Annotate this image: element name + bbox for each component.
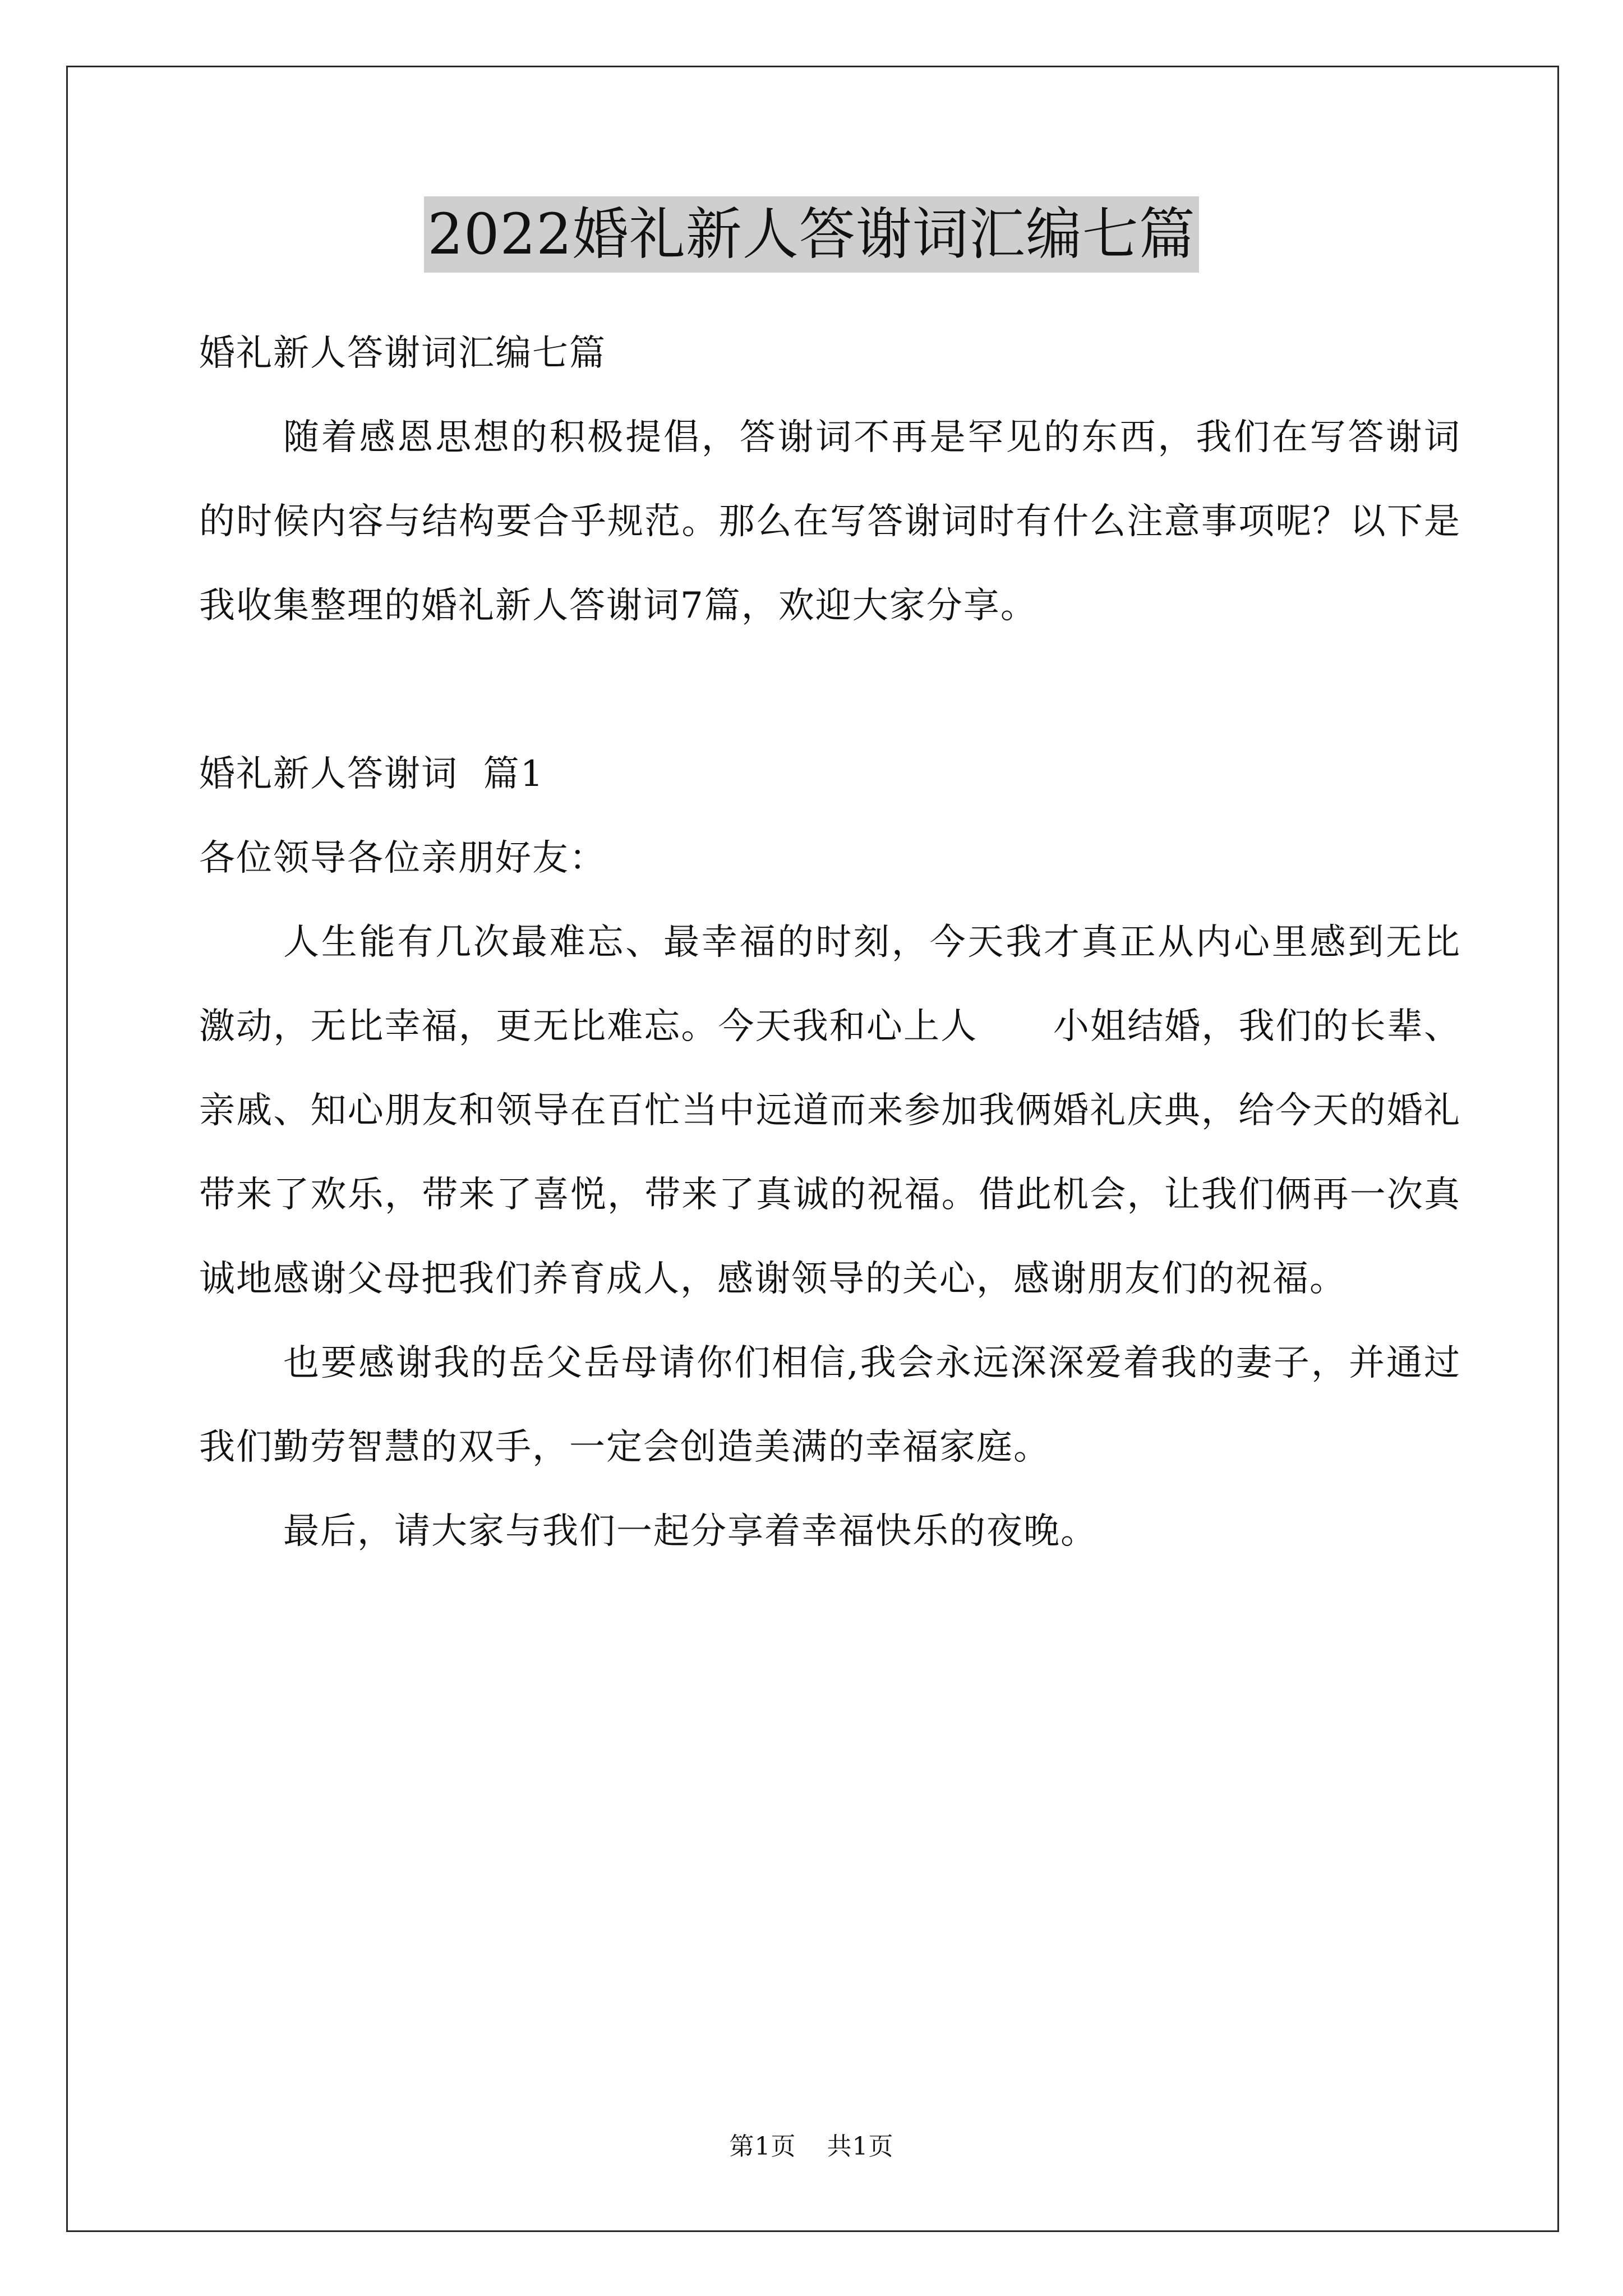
page-number: 第1页 [729,2132,796,2161]
document-body [199,311,1461,1573]
body-paragraph-1: 人生能有几次最难忘、最幸福的时刻，今天我才真正从内心里感到无比激动，无比幸福，更无比难忘。今天我和心上人 小姐结婚，我们的长辈、亲戚、知心朋友和领导在百忙当中远道而来参加我俩婚礼庆典，给今天的婚礼带来了欢乐，带来了喜悦，带来了真诚的祝福。借此机会，让我们俩再一次真诚地感谢父母把我们养育成人，感谢领导的关心，感谢朋友们的祝福。 [199,922,1461,1300]
salutation-paragraph: 各位领导各位亲朋好友： [199,838,606,879]
page-total: 共1页 [827,2132,894,2161]
body-paragraph-2: 也要感谢我的岳父岳母请你们相信,我会永远深深爱着我的妻子，并通过我们勤劳智慧的双手，一定会创造美满的幸福家庭。 [199,1342,1461,1468]
section-heading: 婚礼新人答谢词 篇1 [199,753,545,795]
title-container [0,196,1623,273]
intro-paragraph: 随着感恩思想的积极提倡，答谢词不再是罕见的东西，我们在写答谢词的时候内容与结构要合乎规范。那么在写答谢词时有什么注意事项呢？以下是我收集整理的婚礼新人答谢词7篇，欢迎大家分享。 [199,417,1461,627]
subtitle-paragraph: 婚礼新人答谢词汇编七篇 [199,333,606,374]
page-footer [0,2130,1623,2164]
document-title: 2022婚礼新人答谢词汇编七篇 [424,196,1199,273]
closing-paragraph: 最后，请大家与我们一起分享着幸福快乐的夜晚。 [283,1511,1098,1552]
blank-line [199,648,1461,732]
